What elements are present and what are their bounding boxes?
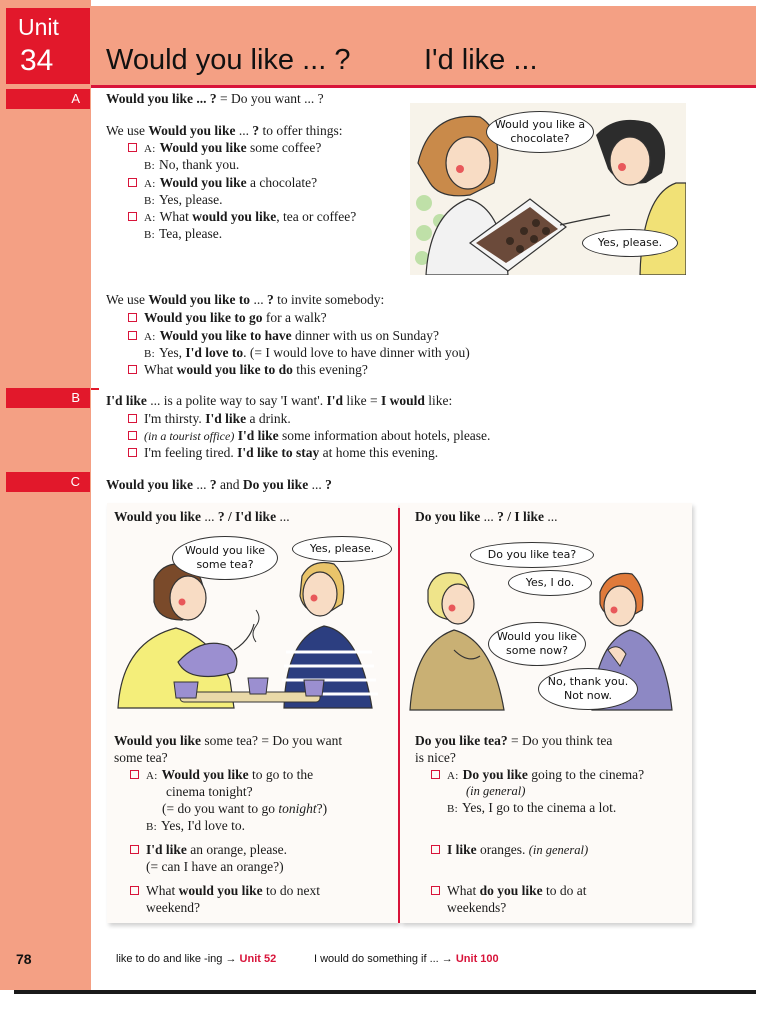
example-line: A: Do you like going to the cinema? [431, 766, 644, 785]
speech-bubble: Would you like a chocolate? [486, 111, 594, 153]
header-rule [91, 85, 756, 88]
panel-definition: is nice? [415, 750, 456, 765]
illustration-chocolate [410, 103, 686, 275]
example-line: (in general) [466, 784, 526, 798]
checkbox-icon [128, 448, 137, 457]
example-line: I'm feeling tired. I'd like to stay at home this evening. [128, 444, 438, 461]
checkbox-icon [130, 770, 139, 779]
panel-definition: Do you like tea? = Do you think tea [415, 733, 613, 748]
speech-bubble: Yes, please. [582, 229, 678, 257]
page-number: 78 [16, 951, 32, 967]
page-title-secondary: I'd like ... [424, 44, 538, 76]
example-line: B: No, thank you. [144, 157, 240, 172]
section-b-intro: I'd like ... is a polite way to say 'I want'. I'd like = I would like: [106, 393, 453, 408]
example-line: weekend? [146, 900, 200, 915]
panel-heading: Would you like ... ? / I'd like ... [114, 509, 290, 524]
checkbox-icon [431, 886, 440, 895]
panel-heading: Do you like ... ? / I like ... [415, 509, 558, 524]
panel-definition: some tea? [114, 750, 168, 765]
checkbox-icon [128, 313, 137, 322]
checkbox-icon [128, 331, 137, 340]
illustration-tea-preference [408, 538, 684, 714]
checkbox-icon [130, 845, 139, 854]
section-tab-a: A [6, 89, 90, 109]
section-tab-b: B [6, 388, 90, 408]
checkbox-icon [431, 845, 440, 854]
section-rule [91, 388, 99, 390]
section-c-intro: Would you like ... ? and Do you like ... ? [106, 477, 332, 492]
example-line: What would you like to do this evening? [128, 361, 368, 378]
example-line: B: Yes, I'd love to. [146, 818, 245, 833]
example-line: cinema tonight? [166, 784, 253, 799]
checkbox-icon [128, 212, 137, 221]
speech-bubble: Would you like some now? [488, 622, 586, 666]
example-line: (in a tourist office) I'd like some information about hotels, please. [128, 427, 490, 445]
example-line: B: Tea, please. [144, 226, 223, 241]
checkbox-icon [128, 178, 137, 187]
example-line: (= do you want to go tonight?) [162, 801, 328, 816]
section-a-intro: Would you like ... ? = Do you want ... ? [106, 91, 324, 106]
section-a-use2: We use Would you like to ... ? to invite somebody: [106, 292, 385, 307]
illustration-tea-offer [116, 532, 394, 712]
example-line: weekends? [447, 900, 507, 915]
section-tab-c: C [6, 472, 90, 492]
example-line: What do you like to do at [431, 882, 587, 899]
example-line: I'm thirsty. I'd like a drink. [128, 410, 291, 427]
panel-divider [398, 508, 400, 923]
example-line: B: Yes, please. [144, 192, 223, 207]
speech-bubble: Do you like tea? [470, 542, 594, 568]
example-line: A: What would you like, tea or coffee? [128, 208, 356, 227]
cross-reference: I would do something if ... → Unit 100 [314, 953, 499, 965]
example-line: What would you like to do next [130, 882, 320, 899]
example-line: Would you like to go for a walk? [128, 309, 327, 326]
example-line: A: Would you like some coffee? [128, 139, 321, 158]
unit-badge [6, 8, 90, 84]
panel-definition: Would you like some tea? = Do you want [114, 733, 343, 748]
speech-bubble: Yes, I do. [508, 570, 592, 596]
checkbox-icon [128, 414, 137, 423]
unit-label: Unit [18, 14, 59, 40]
example-line: B: Yes, I go to the cinema a lot. [447, 800, 617, 815]
page-title: Would you like ... ? [106, 44, 351, 76]
checkbox-icon [130, 886, 139, 895]
example-line: I like oranges. (in general) [431, 841, 588, 859]
example-line: A: Would you like to go to the [130, 766, 313, 785]
checkbox-icon [128, 431, 137, 440]
example-line: I'd like an orange, please. [130, 841, 287, 858]
example-line: A: Would you like a chocolate? [128, 174, 317, 193]
cross-reference: like to do and like -ing → Unit 52 [116, 953, 277, 965]
sidebar-band [0, 0, 91, 990]
checkbox-icon [431, 770, 440, 779]
example-line: (= can I have an orange?) [146, 859, 284, 874]
unit-number: 34 [20, 44, 54, 77]
example-line: B: Yes, I'd love to. (= I would love to have dinner with you) [144, 345, 470, 360]
checkbox-icon [128, 365, 137, 374]
checkbox-icon [128, 143, 137, 152]
speech-bubble: Yes, please. [292, 536, 392, 562]
example-line: A: Would you like to have dinner with us on Sunday? [128, 327, 439, 346]
footer-rule [14, 990, 756, 994]
speech-bubble: No, thank you. Not now. [538, 668, 638, 710]
section-a-use1: We use Would you like ... ? to offer things: [106, 123, 343, 138]
speech-bubble: Would you like some tea? [172, 536, 278, 580]
